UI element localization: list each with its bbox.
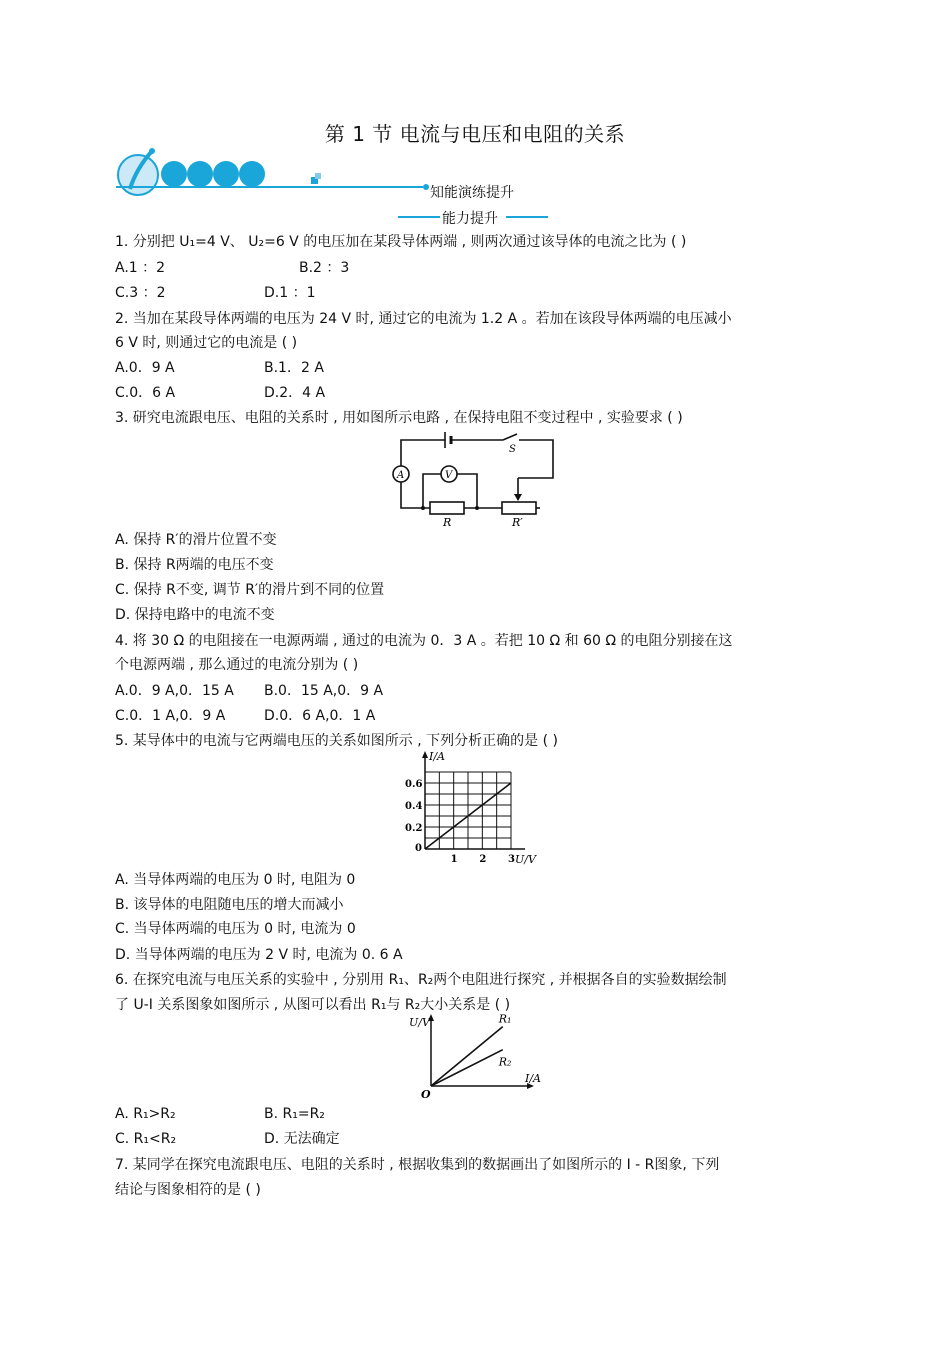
option: A.0．9 A,0．15 A — [115, 683, 234, 699]
option: C. 保持 R不变, 调节 R′的滑片到不同的位置 — [115, 582, 385, 598]
option: B. 该导体的电阻随电压的增大而减小 — [115, 897, 344, 913]
y-axis-label: I/A — [429, 750, 445, 763]
resistor-icon — [430, 502, 464, 514]
option: D.0．6 A,0．1 A — [264, 708, 376, 724]
question-stem: 结论与图象相符的是 ( ) — [115, 1182, 261, 1198]
question-stem: 3. 研究电流跟电压、电阻的关系时 , 用如图所示电路 , 在保持电阻不变过程中 , 实验要求 ( ) — [115, 410, 683, 426]
option: C.3 ：2 — [115, 285, 166, 301]
question-stem: 7. 某同学在探究电流跟电压、电阻的关系时 , 根据收集到的数据画出了如图所示的 I - R图象, 下列 — [115, 1157, 720, 1173]
x-tick-label: 2 — [479, 854, 487, 865]
banner-dot-icon — [213, 161, 239, 187]
switch-label: S — [509, 444, 516, 455]
subsection-label: 能力提升 — [442, 211, 498, 227]
option: C.0．1 A,0．9 A — [115, 708, 226, 724]
y-axis-arrow-icon — [422, 751, 428, 758]
option: D.2．4 A — [264, 385, 326, 401]
question-stem: 5. 某导体中的电流与它两端电压的关系如图所示 , 下列分析正确的是 ( ) — [115, 733, 558, 749]
current-voltage-chart — [395, 748, 555, 870]
x-axis-label: I/A — [525, 1072, 541, 1085]
option: A.1 ：2 — [115, 260, 166, 276]
rheostat-icon — [502, 502, 536, 514]
banner-dot-icon — [161, 161, 187, 187]
x-tick-label: 3 — [508, 854, 515, 865]
chart-series — [431, 1027, 503, 1086]
banner-dot-icon — [239, 161, 265, 187]
section-label: 知能演练提升 — [430, 185, 514, 201]
chart-axes — [422, 751, 525, 849]
junction-dot — [421, 506, 425, 510]
option: D. 无法确定 — [264, 1131, 340, 1147]
y-tick-label: 0.4 — [405, 801, 423, 812]
x-tick-label: 1 — [450, 854, 458, 865]
option: B. 保持 R两端的电压不变 — [115, 557, 274, 573]
junction-dot — [475, 506, 479, 510]
question-stem: 2. 当加在某段导体两端的电压为 24 V 时, 通过它的电流为 1.2 A 。若加在该段导体两端的电压减小 — [115, 311, 732, 327]
option: D. 保持电路中的电流不变 — [115, 607, 275, 623]
voltmeter-label: V — [445, 470, 453, 481]
option: A. 保持 R′的滑片位置不变 — [115, 532, 277, 548]
option: D. 当导体两端的电压为 2 V 时, 电流为 0. 6 A — [115, 947, 403, 963]
question-stem: 1. 分别把 U₁=4 V、 U₂=6 V 的电压加在某段导体两端 , 则两次通过该导体的电流之比为 ( ) — [115, 234, 687, 250]
option: C.0．6 A — [115, 385, 176, 401]
wire — [518, 440, 553, 478]
square-icon — [315, 173, 321, 179]
option: B.1．2 A — [264, 360, 324, 376]
question-stem: 个电源两端 , 那么通过的电流分别为 ( ) — [115, 657, 359, 673]
chart-grid — [425, 772, 511, 849]
wire — [423, 474, 441, 508]
wire — [401, 440, 445, 466]
question-stem: 4. 将 30 Ω 的电阻接在一电源两端 , 通过的电流为 0．3 A 。若把 10 Ω 和 60 Ω 的电阻分别接在这 — [115, 633, 733, 649]
banner-dot-icon — [187, 161, 213, 187]
slider-arrow-icon — [514, 494, 522, 501]
page-title: 第 1 节 电流与电压和电阻的关系 — [324, 122, 626, 146]
x-axis-label: U/V — [515, 853, 536, 866]
banner-dot-icon — [423, 184, 429, 190]
option: D.1 ：1 — [264, 285, 316, 301]
option: B.2 ：3 — [299, 260, 350, 276]
origin-label: 0 — [415, 843, 422, 854]
series-label: R₁ — [498, 1012, 512, 1026]
option: A. 当导体两端的电压为 0 时, 电阻为 0 — [115, 872, 356, 888]
option: A.0．9 A — [115, 360, 175, 376]
ammeter-label: A — [397, 470, 405, 481]
resistor-label: R — [443, 516, 452, 529]
question-stem: 6 V 时, 则通过它的电流是 ( ) — [115, 335, 298, 351]
chart-axes — [428, 1014, 534, 1089]
option: B. R₁=R₂ — [264, 1106, 325, 1122]
rheostat-label: R′ — [512, 516, 523, 529]
origin-label: O — [421, 1088, 431, 1101]
option: B.0．15 A,0．9 A — [264, 683, 384, 699]
question-stem: 6. 在探究电流与电压关系的实验中 , 分别用 R₁、R₂两个电阻进行探究 , 并根据各自的实验数据绘制 — [115, 972, 727, 988]
series-label: R₂ — [498, 1055, 512, 1069]
voltage-current-chart — [405, 1012, 545, 1102]
option: C. R₁<R₂ — [115, 1131, 177, 1147]
series-line — [431, 1027, 503, 1086]
series-line — [431, 1050, 503, 1086]
switch-blade — [503, 434, 517, 440]
y-axis-label: U/V — [409, 1016, 430, 1029]
y-tick-label: 0.6 — [405, 779, 423, 790]
wire — [457, 474, 477, 508]
circuit-diagram — [385, 430, 565, 530]
chart-labels — [409, 1013, 541, 1101]
wire — [401, 482, 430, 508]
question-stem: 了 U-I 关系图象如图所示 , 从图可以看出 R₁与 R₂大小关系是 ( ) — [115, 997, 511, 1013]
option: C. 当导体两端的电压为 0 时, 电流为 0 — [115, 921, 356, 937]
option: A. R₁>R₂ — [115, 1106, 176, 1122]
y-tick-label: 0.2 — [405, 823, 423, 834]
